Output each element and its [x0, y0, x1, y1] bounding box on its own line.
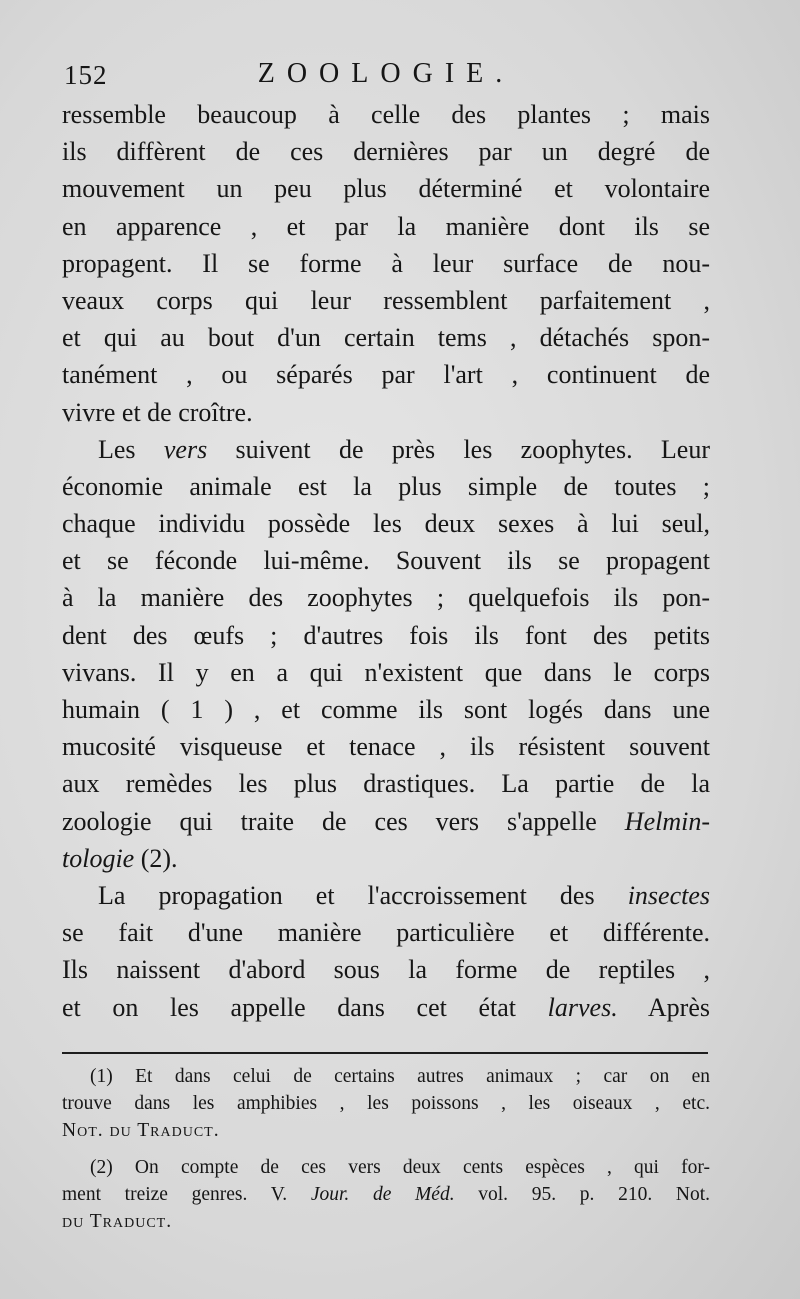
text-line: dent des œufs ; d'autres fois ils font des petits — [62, 620, 710, 650]
footnote-line: trouve dans les amphibies , les poissons , les oiseaux , etc. — [62, 1093, 710, 1114]
text-line: tanément , ou séparés par l'art , continuent de — [62, 360, 710, 390]
text-line: Les vers suivent de près les zoophytes. Leur — [98, 434, 710, 464]
text-line: aux remèdes les plus drastiques. La partie de la — [62, 769, 710, 799]
footnote-line: Not. du Traduct. — [62, 1120, 220, 1141]
text-line: zoologie qui traite de ces vers s'appelle Helmin- — [62, 806, 710, 836]
text-line: Ils naissent d'abord sous la forme de reptiles , — [62, 955, 710, 985]
text-line: se fait d'une manière particulière et différente. — [62, 918, 710, 948]
text-line: chaque individu possède les deux sexes à lui seul, — [62, 509, 710, 539]
running-title: ZOOLOGIE. — [257, 58, 515, 89]
text-line: propagent. Il se forme à leur surface de nou- — [62, 248, 710, 278]
footnote-line: du Traduct. — [62, 1211, 173, 1232]
page-number: 152 — [64, 60, 108, 90]
footnote-line: ment treize genres. V. Jour. de Méd. vol. 95. p. 210. Not. — [62, 1184, 710, 1205]
text-line: ils diffèrent de ces dernières par un degré de — [62, 137, 710, 167]
text-line: à la manière des zoophytes ; quelquefois ils pon- — [62, 583, 710, 613]
text-line: économie animale est la plus simple de toutes ; — [62, 471, 710, 501]
body-text — [62, 96, 710, 1026]
footnote-line: (1) Et dans celui de certains autres animaux ; car on en — [90, 1066, 710, 1087]
text-line: et qui au bout d'un certain tems , détachés spon- — [62, 323, 710, 353]
text-line: tologie (2). — [62, 843, 178, 873]
text-line: veaux corps qui leur ressemblent parfaitement , — [62, 285, 710, 315]
text-line: et se féconde lui-même. Souvent ils se propagent — [62, 546, 710, 576]
text-line: vivans. Il y en a qui n'existent que dans le corps — [62, 657, 710, 687]
text-line: vivre et de croître. — [62, 397, 253, 427]
text-line: ressemble beaucoup à celle des plantes ; mais — [62, 100, 710, 129]
page-header — [62, 58, 710, 98]
text-line: en apparence , et par la manière dont ils se — [62, 211, 710, 241]
footnote-rule — [62, 1052, 708, 1054]
text-line: humain ( 1 ) , et comme ils sont logés dans une — [62, 695, 710, 724]
footnotes — [62, 1063, 710, 1235]
text-line: La propagation et l'accroissement des insectes — [98, 880, 710, 910]
text-line: mouvement un peu plus déterminé et volontaire — [62, 174, 710, 204]
text-line: mucosité visqueuse et tenace , ils résistent souvent — [62, 732, 710, 762]
footnote-line: (2) On compte de ces vers deux cents espèces , qui for- — [90, 1157, 710, 1178]
text-line: et on les appelle dans cet état larves. Après — [62, 992, 710, 1022]
